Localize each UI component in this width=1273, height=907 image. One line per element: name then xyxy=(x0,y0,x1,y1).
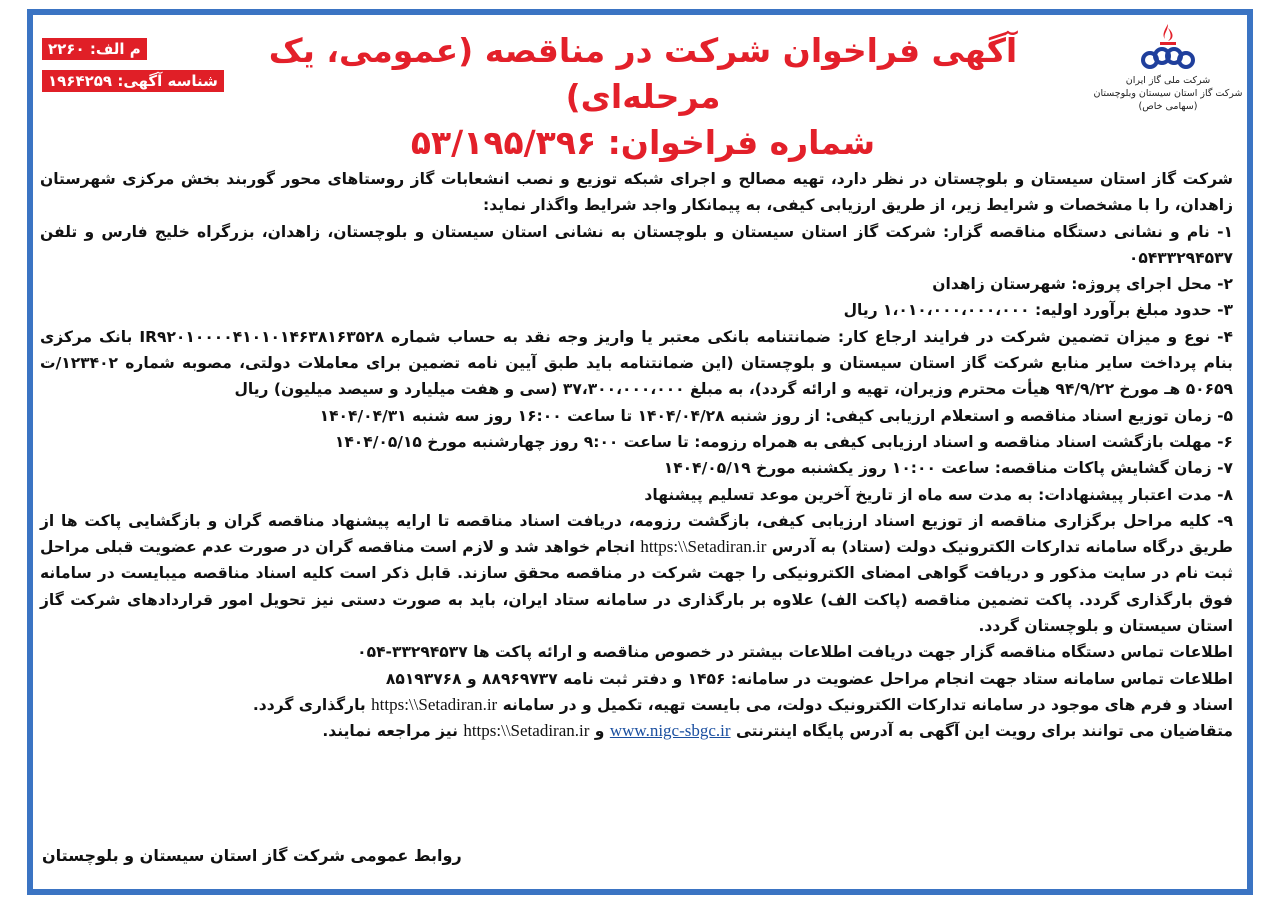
item-4-text-b: بانک مرکزی بنام پرداخت سایر منابع شرکت گاز استان سیستان و بلوچستان (این ضمانتنامه باید طبق آیین نامه تضمین برای معاملات دولتی، مصوبه شماره ۱۲۳۴۰۲/ت ۵۰۶۵۹ هـ مورخ ۹۴/۹/۲۲ هیأت محترم وزیران، تهیه و ارائه گردد)، به مبلغ ۳۷،۳۰۰،۰۰۰،۰۰۰ (سی و هفت میلیارد و سیصد میلیون) ریال xyxy=(40,327,1233,399)
contact-setad: اطلاعات تماس سامانه ستاد جهت انجام مراحل عضویت در سامانه: ۱۴۵۶ و دفتر ثبت نامه ۸۸۹۶۹۷۳۷ و ۸۵۱۹۳۷۶۸ xyxy=(385,669,1233,688)
item-4-text-a: ۴- نوع و میزان تضمین شرکت در فرایند ارجاع کار: ضمانتنامه بانکی معتبر یا واریز وجه نقد به حساب شماره xyxy=(391,327,1233,346)
notice-body xyxy=(40,166,1233,745)
contact-tender: اطلاعات تماس دستگاه مناقصه گزار جهت دریافت اطلاعات بیشتر در خصوص مناقصه و ارائه پاکت ها ۳۳۲۹۴۵۳۷-۰۵۴ xyxy=(357,643,1233,662)
title-line-1: آگهی فراخوان شرکت در مناقصه (عمومی، یک مرحله‌ای) xyxy=(268,31,1018,116)
item-9-text-b: انجام خواهد شد و لازم است مناقصه گران در صورت عدم عضویت قبلی مراحل ثبت نام در سایت مذکور و دریافت گواهی امضای الکترونیکی را جهت شرکت در مناقصه محقق سازند. قابل ذکر است کلیه اسناد مناقصه میبایست در سامانه فوق بارگذاری گردد. پاکت تضمین مناقصه (پاکت الف) علاوه بر بارگذاری در سامانه ستاد ایران، باید به صورت دستی نیز تحویل امور قراردادهای شرکت گاز استان سیستان و بلوچستان گردد. xyxy=(40,538,1233,636)
visit-text-b: نیز مراجعه نمایند. xyxy=(322,722,458,741)
signature: روابط عمومی شرکت گاز استان سیستان و بلوچستان xyxy=(42,846,462,865)
item-8: ۸- مدت اعتبار پیشنهادات: به مدت سه ماه از تاریخ آخرین موعد تسلیم پیشنهاد xyxy=(644,485,1233,504)
badge-ad-id: شناسه آگهی: ۱۹۶۴۲۵۹ xyxy=(42,70,224,92)
item-5: ۵- زمان توزیع اسناد مناقصه و استعلام ارزیابی کیفی: از روز شنبه ۱۴۰۴/۰۴/۲۸ تا ساعت ۱۶:۰۰ روز سه شنبه ۱۴۰۴/۰۴/۳۱ xyxy=(319,406,1233,425)
item-7: ۷- زمان گشایش پاکات مناقصه: ساعت ۱۰:۰۰ روز یکشنبه مورخ ۱۴۰۴/۰۵/۱۹ xyxy=(663,459,1233,478)
iban: IR۹۲۰۱۰۰۰۰۴۱۰۱۰۱۴۶۳۸۱۶۳۵۲۸ xyxy=(139,327,385,346)
setad-url[interactable]: https:\\Setadiran.ir xyxy=(640,537,767,557)
visit-text-a: متقاضیان می توانند برای رویت این آگهی به آدرس پایگاه اینترنتی xyxy=(735,722,1233,741)
documents-text-a: اسناد و فرم های موجود در سامانه تدارکات الکترونیک دولت، می بایست تهیه، تکمیل و در سامانه xyxy=(502,695,1233,714)
logo-line-3: (سهامی خاص) xyxy=(1138,101,1198,112)
nigc-link[interactable]: www.nigc-sbgc.ir xyxy=(609,721,731,741)
item-6: ۶- مهلت بازگشت اسناد مناقصه و اسناد ارزیابی کیفی به همراه رزومه: تا ساعت ۹:۰۰ روز چهارشنبه مورخ ۱۴۰۴/۰۵/۱۵ xyxy=(334,432,1233,451)
item-1: ۱- نام و نشانی دستگاه مناقصه گزار: شرکت گاز استان سیستان و بلوچستان به نشانی استان سیستان و بلوچستان، زاهدان، بزرگراه خلیج فارس و تلفن ۰۵۴۳۳۲۹۴۵۳۷ xyxy=(40,222,1233,267)
visit-note xyxy=(40,718,1233,744)
company-logo xyxy=(1093,22,1243,113)
item-2: ۲- محل اجرای پروژه: شهرستان زاهدان xyxy=(932,275,1233,294)
documents-note xyxy=(40,692,1233,718)
badge-code: م الف: ۲۲۶۰ xyxy=(42,38,147,60)
visit-and: و xyxy=(594,722,605,741)
setad-url-3[interactable]: https:\\Setadiran.ir xyxy=(463,721,590,741)
logo-line-1: شرکت ملی گاز ایران xyxy=(1125,75,1211,86)
page-title xyxy=(263,28,1023,166)
item-9-text-a: ۹- کلیه مراحل برگزاری مناقصه از توزیع اسناد ارزیابی کیفی، بازگشت رزومه، دریافت اسناد مناقصه تا ارایه پیشنهاد مناقصه گران و بازگشایی پاکت ها از طریق درگاه سامانه تدارکات الکترونیک دولت (ستاد) به آدرس xyxy=(40,511,1233,557)
documents-text-b: بارگذاری گردد. xyxy=(252,695,366,714)
nigc-flame-logo-icon xyxy=(1138,22,1198,74)
intro-paragraph: شرکت گاز استان سیستان و بلوچستان در نظر دارد، تهیه مصالح و اجرای شبکه توزیع و نصب انشعابات گاز روستاهای محور گوربند بخش مرکزی شهرستان زاهدان، را با مشخصات و شرایط زیر، از طریق ارزیابی کیفی، به پیمانکار واجد شرایط واگذار نماید: xyxy=(40,170,1233,215)
item-9 xyxy=(40,508,1233,639)
tender-number: شماره فراخوان: ۵۳/۱۹۵/۳۹۶ xyxy=(410,123,876,162)
logo-line-2: شرکت گاز استان سیستان وبلوچستان xyxy=(1093,88,1243,99)
item-3: ۳- حدود مبلغ برآورد اولیه: ۱،۰۱۰،۰۰۰،۰۰۰،۰۰۰ ریال xyxy=(843,301,1233,320)
item-4 xyxy=(40,324,1233,403)
setad-url-2[interactable]: https:\\Setadiran.ir xyxy=(371,694,498,714)
